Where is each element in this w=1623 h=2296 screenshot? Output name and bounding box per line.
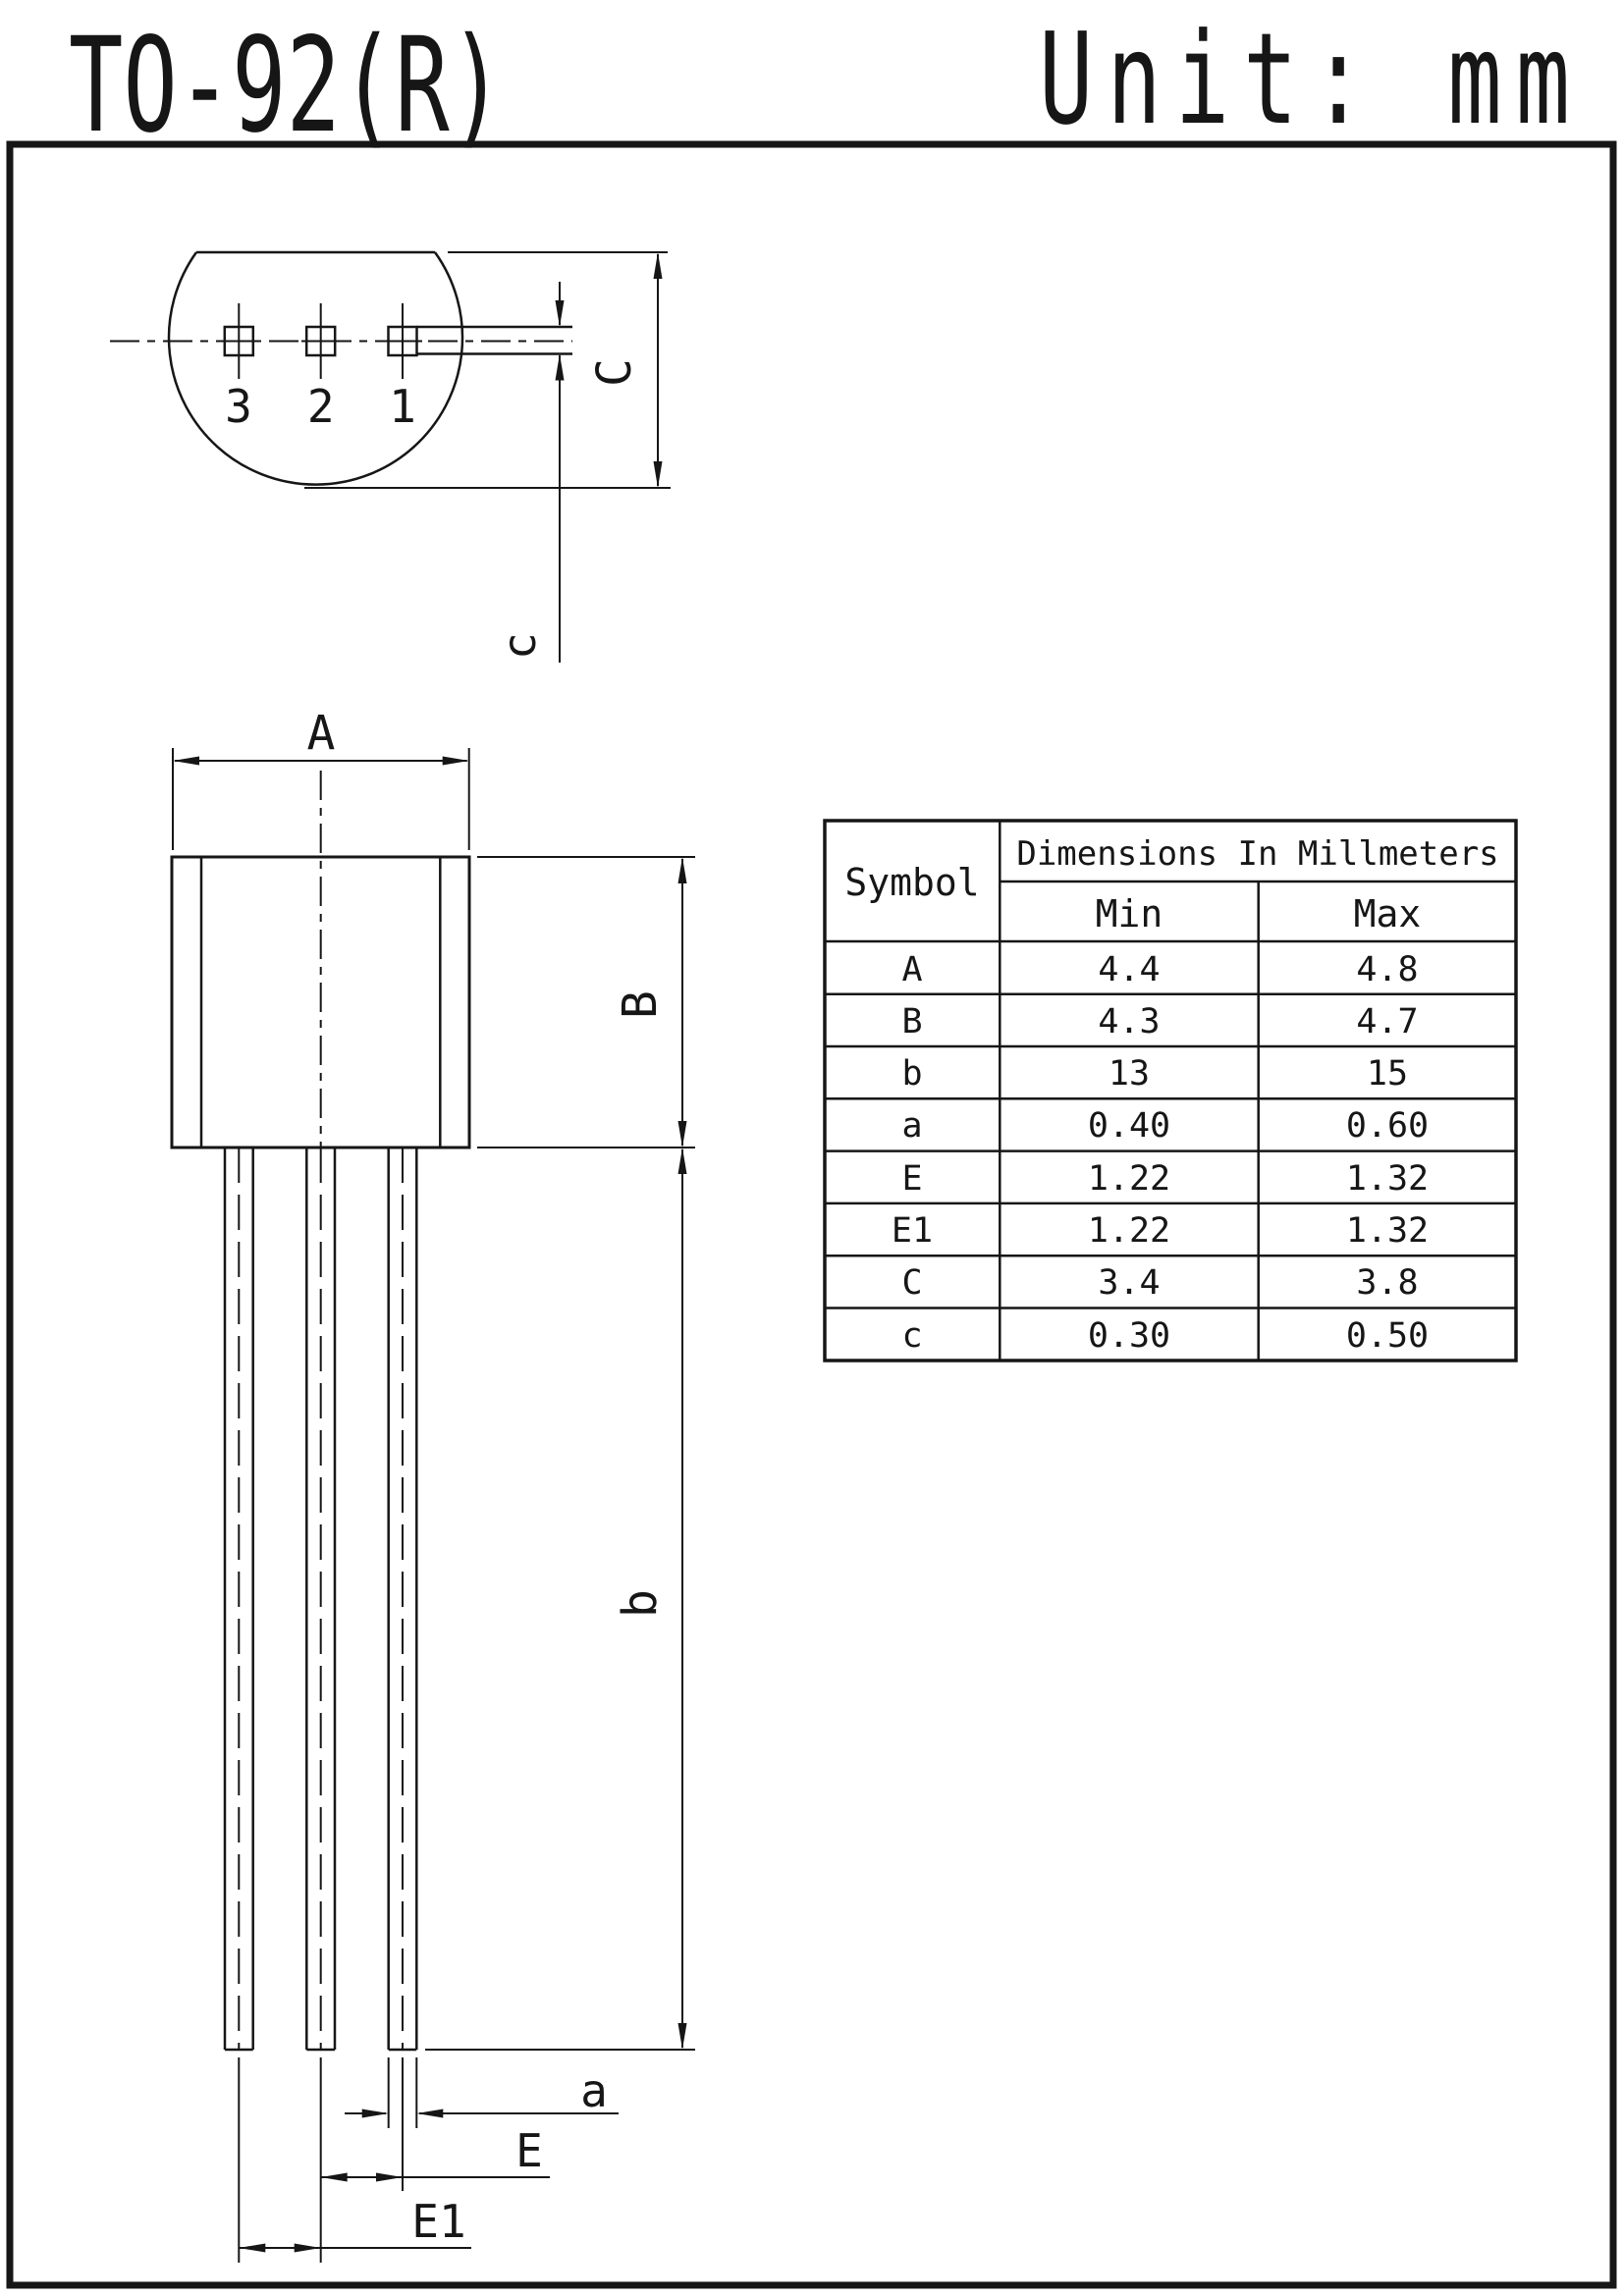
table-cell-symbol: C — [901, 1263, 923, 1303]
table-row — [901, 1002, 1418, 1041]
table-cell-min: 0.30 — [1087, 1316, 1171, 1356]
page-title: TO-92(R) — [69, 10, 505, 163]
dim-A-label: A — [306, 706, 336, 761]
dim-C-arrow-up — [654, 252, 663, 279]
table-cell-max: 0.50 — [1345, 1316, 1430, 1356]
dim-E1-arrow-right — [295, 2244, 321, 2253]
dim-a-label: a — [580, 2064, 608, 2117]
top-view — [110, 252, 671, 663]
dim-E-label: E — [515, 2124, 543, 2177]
table-cell-max: 4.7 — [1356, 1002, 1419, 1041]
table-cell-max: 3.8 — [1356, 1263, 1419, 1303]
table-cell-min: 1.22 — [1087, 1211, 1171, 1251]
table-row — [901, 950, 1418, 989]
table-row — [901, 1159, 1429, 1199]
table-cell-max: 1.32 — [1345, 1211, 1430, 1251]
table-row — [901, 1316, 1429, 1356]
dim-E-arrow-left — [321, 2173, 348, 2182]
dim-c-arrow-down — [556, 300, 565, 327]
dim-E1-arrow-left — [239, 2244, 265, 2253]
dim-a — [345, 2057, 619, 2128]
package-outline-arc — [169, 252, 462, 485]
dim-E1-label: E1 — [411, 2195, 466, 2248]
table-cell-max: 15 — [1366, 1054, 1409, 1094]
table-cell-min: 13 — [1108, 1054, 1151, 1094]
table-header-symbol: Symbol — [844, 861, 980, 904]
table-cell-symbol: E1 — [891, 1211, 934, 1251]
pad-3 — [219, 303, 258, 379]
dim-A-arrow-left — [173, 757, 199, 766]
unit-label: Unit: mm — [1039, 6, 1585, 154]
dim-A-arrow-right — [443, 757, 469, 766]
pad-1 — [383, 303, 422, 379]
dim-B — [477, 857, 695, 1148]
table-cell-min: 3.4 — [1098, 1263, 1161, 1303]
dim-b — [425, 1148, 695, 2050]
front-view — [172, 706, 695, 2263]
pin-label-3: 3 — [225, 380, 252, 433]
lead-1 — [225, 1148, 253, 2050]
table-cell-symbol: c — [901, 1316, 923, 1356]
table-header-min: Min — [1095, 892, 1163, 935]
table-header-dimensions: Dimensions In Millmeters — [1016, 834, 1499, 874]
table-cell-symbol: a — [901, 1106, 923, 1146]
table-cell-min: 4.4 — [1098, 950, 1161, 989]
table-cell-min: 4.3 — [1098, 1002, 1161, 1041]
lead-2 — [306, 1148, 335, 2050]
dim-C-label: C — [587, 358, 642, 387]
pin-label-1: 1 — [389, 380, 416, 433]
table-cell-max: 0.60 — [1345, 1106, 1430, 1146]
dim-c — [493, 282, 565, 663]
table-cell-max: 1.32 — [1345, 1159, 1430, 1199]
lead-3 — [389, 1148, 417, 2050]
table-row — [901, 1106, 1429, 1146]
dim-B-arrow-down — [678, 1121, 687, 1148]
dim-a-arrow-right — [362, 2109, 389, 2118]
dim-b-label: b — [613, 1589, 668, 1618]
dim-B-label: B — [613, 990, 668, 1019]
dim-E — [321, 2057, 550, 2191]
dim-c-label: c — [493, 632, 546, 660]
table-cell-symbol: b — [901, 1054, 923, 1094]
dim-c-arrow-up — [556, 354, 565, 381]
dim-b-arrow-down — [678, 2023, 687, 2050]
pad-2 — [301, 303, 341, 379]
dim-E1 — [239, 2057, 471, 2263]
table-row — [892, 1211, 1429, 1251]
table-cell-max: 4.8 — [1356, 950, 1419, 989]
table-row — [901, 1054, 1408, 1094]
table-cell-min: 1.22 — [1087, 1159, 1171, 1199]
table-row — [901, 1263, 1418, 1303]
dim-E-arrow-right — [376, 2173, 403, 2182]
table-cell-symbol: E — [901, 1159, 923, 1199]
dim-a-arrow-left — [416, 2109, 443, 2118]
table-cell-min: 0.40 — [1087, 1106, 1171, 1146]
table-cell-symbol: B — [901, 1002, 923, 1041]
dim-b-arrow-up — [678, 1148, 687, 1174]
dim-C-arrow-down — [654, 461, 663, 488]
pin-label-2: 2 — [306, 380, 335, 433]
dim-C — [304, 252, 671, 488]
dimensions-table — [825, 821, 1516, 1361]
table-header-max: Max — [1353, 892, 1422, 935]
dim-B-arrow-up — [678, 857, 687, 883]
table-cell-symbol: A — [901, 950, 923, 989]
